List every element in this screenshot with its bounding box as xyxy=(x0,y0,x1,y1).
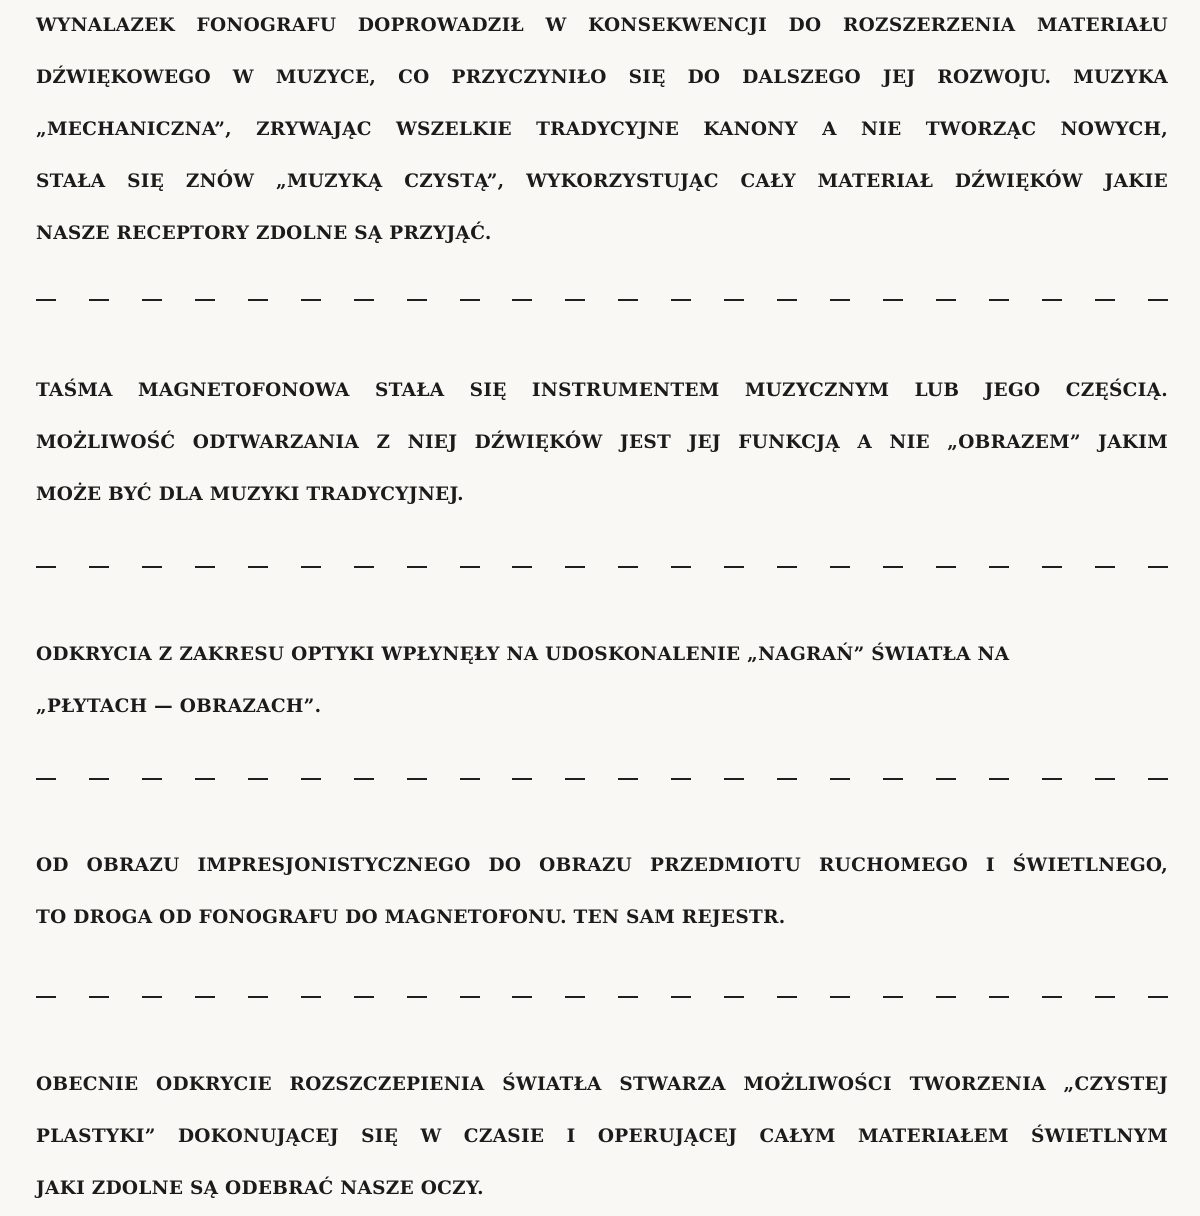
dash xyxy=(989,996,1009,998)
dash xyxy=(936,299,956,301)
dash xyxy=(724,778,744,780)
dash xyxy=(354,778,374,780)
paragraph-optics xyxy=(36,629,1168,733)
dash xyxy=(142,996,162,998)
dash xyxy=(195,299,215,301)
dash xyxy=(89,299,109,301)
dash xyxy=(989,299,1009,301)
paragraph-impressionist xyxy=(36,840,1168,944)
dash xyxy=(565,299,585,301)
dash xyxy=(1042,299,1062,301)
dash xyxy=(565,778,585,780)
text-line: PLASTYKI” DOKONUJĄCEJ SIĘ W CZASIE I OPERUJĄCEJ CAŁYM MATERIAŁEM ŚWIETLNYM xyxy=(36,1126,1168,1147)
dash xyxy=(354,299,374,301)
dash xyxy=(618,996,638,998)
dash xyxy=(777,778,797,780)
dash xyxy=(512,299,532,301)
text-line: ODKRYCIA Z ZAKRESU OPTYKI WPŁYNĘŁY NA UDOSKONALENIE „NAGRAŃ” ŚWIATŁA NA xyxy=(36,644,1010,665)
dash xyxy=(1042,566,1062,568)
dash xyxy=(142,299,162,301)
dashed-separator xyxy=(36,996,1168,1000)
dash xyxy=(671,566,691,568)
paragraph-phonograph xyxy=(36,0,1168,260)
dash xyxy=(512,778,532,780)
dash xyxy=(407,299,427,301)
dash xyxy=(618,566,638,568)
dash xyxy=(1095,566,1115,568)
dash xyxy=(460,299,480,301)
dash xyxy=(407,566,427,568)
dash xyxy=(301,566,321,568)
dash xyxy=(354,996,374,998)
text-line: WYNALAZEK FONOGRAFU DOPROWADZIŁ W KONSEKWENCJI DO ROZSZERZENIA MATERIAŁU xyxy=(36,15,1168,36)
text-line: OD OBRAZU IMPRESJONISTYCZNEGO DO OBRAZU PRZEDMIOTU RUCHOMEGO I ŚWIETLNEGO, xyxy=(36,855,1168,876)
dash xyxy=(777,566,797,568)
dash xyxy=(89,996,109,998)
dash xyxy=(936,566,956,568)
dash xyxy=(830,299,850,301)
paragraph-light-dispersion xyxy=(36,1059,1168,1215)
text-line: „PŁYTACH — OBRAZACH”. xyxy=(36,696,322,717)
dash xyxy=(248,566,268,568)
dash xyxy=(36,566,56,568)
dash xyxy=(354,566,374,568)
dash xyxy=(724,299,744,301)
dash xyxy=(195,778,215,780)
dash xyxy=(883,566,903,568)
dash xyxy=(671,778,691,780)
dash xyxy=(301,299,321,301)
dash xyxy=(936,996,956,998)
dash xyxy=(1148,566,1168,568)
dash xyxy=(830,778,850,780)
text-line: STAŁA SIĘ ZNÓW „MUZYKĄ CZYSTĄ”, WYKORZYSTUJĄC CAŁY MATERIAŁ DŹWIĘKÓW JAKIE xyxy=(36,171,1168,192)
dash xyxy=(1095,778,1115,780)
dash xyxy=(36,996,56,998)
dash xyxy=(407,778,427,780)
dash xyxy=(195,996,215,998)
dash xyxy=(830,566,850,568)
text-line: TO DROGA OD FONOGRAFU DO MAGNETOFONU. TEN SAM REJESTR. xyxy=(36,907,786,928)
dash xyxy=(1095,299,1115,301)
dash xyxy=(142,778,162,780)
dash xyxy=(830,996,850,998)
dash xyxy=(301,996,321,998)
dash xyxy=(460,778,480,780)
dash xyxy=(989,566,1009,568)
dash xyxy=(1148,299,1168,301)
dash xyxy=(1095,996,1115,998)
text-line: TAŚMA MAGNETOFONOWA STAŁA SIĘ INSTRUMENTEM MUZYCZNYM LUB JEGO CZĘŚCIĄ. xyxy=(36,380,1168,401)
dash xyxy=(195,566,215,568)
dash xyxy=(1042,996,1062,998)
dash xyxy=(460,996,480,998)
paragraph-magnetic-tape xyxy=(36,365,1168,521)
dash xyxy=(883,996,903,998)
dash xyxy=(989,778,1009,780)
text-line: „MECHANICZNA”, ZRYWAJĄC WSZELKIE TRADYCYJNE KANONY A NIE TWORZĄC NOWYCH, xyxy=(36,119,1168,140)
dash xyxy=(1148,778,1168,780)
dash xyxy=(512,996,532,998)
dash xyxy=(883,299,903,301)
dashed-separator xyxy=(36,778,1168,782)
dash xyxy=(936,778,956,780)
dash xyxy=(618,299,638,301)
dash xyxy=(248,996,268,998)
dash xyxy=(777,299,797,301)
text-line: NASZE RECEPTORY ZDOLNE SĄ PRZYJĄĆ. xyxy=(36,223,492,244)
dash xyxy=(89,778,109,780)
dash xyxy=(142,566,162,568)
dash xyxy=(301,778,321,780)
dash xyxy=(248,778,268,780)
dash xyxy=(618,778,638,780)
dash xyxy=(36,778,56,780)
dash xyxy=(671,299,691,301)
dash xyxy=(724,996,744,998)
dash xyxy=(460,566,480,568)
text-line: DŹWIĘKOWEGO W MUZYCE, CO PRZYCZYNIŁO SIĘ DO DALSZEGO JEJ ROZWOJU. MUZYKA xyxy=(36,67,1168,88)
text-line: MOŻE BYĆ DLA MUZYKI TRADYCYJNEJ. xyxy=(36,484,464,505)
dash xyxy=(883,778,903,780)
dash xyxy=(777,996,797,998)
dash xyxy=(565,566,585,568)
dash xyxy=(724,566,744,568)
dash xyxy=(248,299,268,301)
text-line: OBECNIE ODKRYCIE ROZSZCZEPIENIA ŚWIATŁA STWARZA MOŻLIWOŚCI TWORZENIA „CZYSTEJ xyxy=(36,1074,1168,1095)
dash xyxy=(565,996,585,998)
dashed-separator xyxy=(36,566,1168,570)
dash xyxy=(89,566,109,568)
dash xyxy=(407,996,427,998)
dash xyxy=(1042,778,1062,780)
dash xyxy=(671,996,691,998)
dash xyxy=(512,566,532,568)
dash xyxy=(36,299,56,301)
dash xyxy=(1148,996,1168,998)
dashed-separator xyxy=(36,299,1168,303)
text-line: MOŻLIWOŚĆ ODTWARZANIA Z NIEJ DŹWIĘKÓW JEST JEJ FUNKCJĄ A NIE „OBRAZEM” JAKIM xyxy=(36,432,1168,453)
text-line: JAKI ZDOLNE SĄ ODEBRAĆ NASZE OCZY. xyxy=(36,1178,484,1199)
